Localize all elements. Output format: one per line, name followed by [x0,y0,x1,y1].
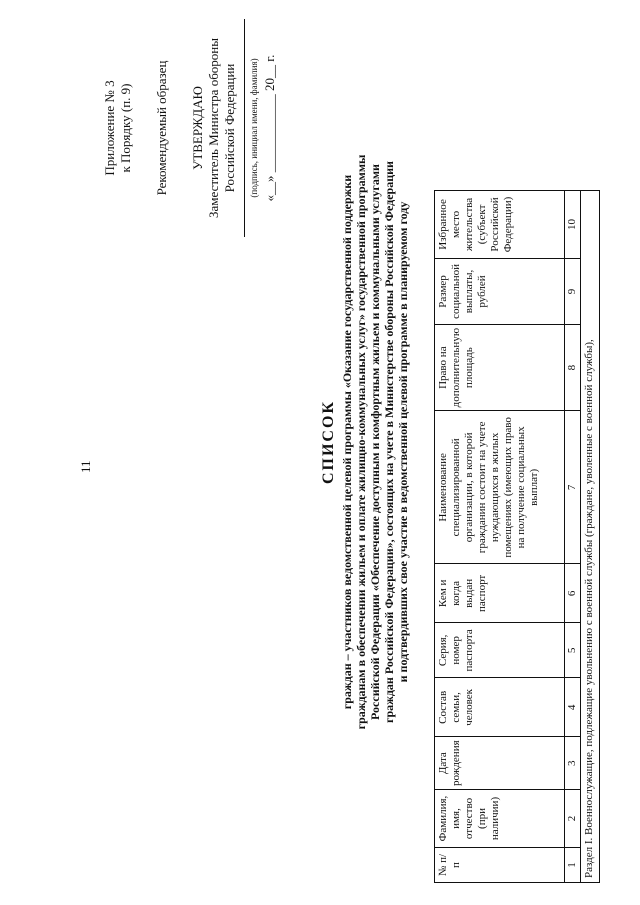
column-header-birth-date: Дата рождения [435,737,565,790]
approval-block [102,3,278,253]
date-line: «__» ____________ 20__ г. [262,54,277,202]
section-row [581,190,600,882]
section-title: Раздел I. Военнослужащие, подлежащие увольнению с военной службы (граждане, уволенные с военной службы), [581,190,600,882]
approved-stamp-text: УТВЕРЖДАЮ [190,86,205,170]
participants-table [434,190,600,883]
column-header-extra-area-right: Право на дополнительную площадь [435,324,565,410]
column-number: 1 [565,848,581,883]
column-header-number: № п/п [435,848,565,883]
column-header-passport-issuer: Кем и когда выдан паспорт [435,564,565,623]
signature-hint: (подпись, инициал имени, фамилия) [249,58,259,198]
recommended-sample-label: Рекомендуемый образец [154,60,169,196]
column-number: 9 [565,258,581,324]
approver-position-line2: Российской Федерации [222,63,237,193]
column-number: 5 [565,623,581,678]
column-header-family-size: Состав семьи, человек [435,678,565,737]
column-number: 3 [565,737,581,790]
column-header-payment-amount: Размер социальной выплаты, рублей [435,258,565,324]
title-line: гражданам в обеспечении жильем и оплате жилищно-коммунальных услуг» государственной программы [354,154,368,730]
document-title-block [322,17,410,867]
document-title: СПИСОК [320,399,337,485]
page-number: 11 [78,460,93,473]
column-number: 6 [565,564,581,623]
title-line: граждан – участников ведомственной целевой программы «Оказание государственной поддержки [340,174,354,710]
title-line: Российской Федерации «Обеспечение доступным и комфортным жильем и коммунальными услугами [368,164,382,720]
approver-position-line1: Заместитель Министра обороны [206,38,221,218]
column-number: 7 [565,411,581,564]
column-number: 4 [565,678,581,737]
appendix-reference: к Порядку (п. 9) [118,83,133,173]
column-header-residence: Избранное место жительства (субъект Российской Федерации) [435,190,565,258]
column-header-full-name: Фамилия, имя, отчество (при наличии) [435,790,565,848]
column-header-organization: Наименование специализированной организации, в которой гражданин состоит на учете нуждающихся в жилых помещениях (имеющих право на получение социальных выплат) [435,411,565,564]
column-header-passport-number: Серия, номер паспорта [435,623,565,678]
column-number: 10 [565,190,581,258]
appendix-number: Приложение № 3 [102,80,117,176]
column-number: 8 [565,324,581,410]
table-header-row [435,190,565,882]
title-line: граждан Российской Федерации», состоящих на учете в Министерстве обороны Российской Федерации [382,161,396,723]
title-line: и подтвердивших свое участие в ведомственной целевой программе в планируемом году [396,201,410,683]
column-number-row [565,190,581,882]
column-number: 2 [565,790,581,848]
signature-line [244,19,245,237]
